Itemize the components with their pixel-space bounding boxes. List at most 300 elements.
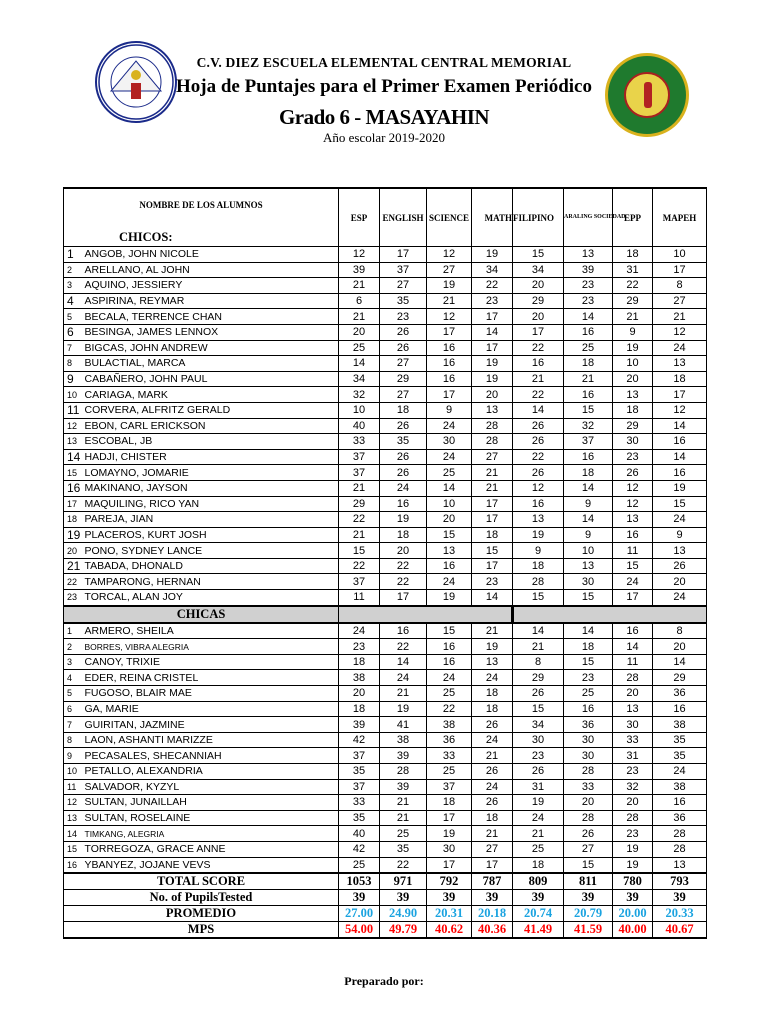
- score-mapeh: 21: [653, 309, 707, 325]
- score-math: 18: [472, 701, 513, 717]
- score-science: 17: [427, 810, 472, 826]
- score-epp: 18: [613, 402, 653, 418]
- score-filipino: 22: [513, 449, 564, 465]
- score-esp: 25: [339, 857, 380, 873]
- score-mapeh: 38: [653, 779, 707, 795]
- student-row: [64, 841, 707, 857]
- student-row: [64, 527, 707, 543]
- score-epp: 24: [613, 574, 653, 590]
- score-araling: 16: [564, 324, 613, 340]
- score-mapeh: 27: [653, 293, 707, 309]
- student-row: [64, 247, 707, 263]
- score-science: 17: [427, 387, 472, 403]
- score-epp: 28: [613, 810, 653, 826]
- score-esp: 20: [339, 686, 380, 702]
- score-english: 27: [380, 356, 427, 372]
- score-science: 20: [427, 512, 472, 528]
- score-science: 24: [427, 418, 472, 434]
- summary-tested-english: 39: [380, 890, 427, 906]
- student-name: SALVADOR, KYZYL: [84, 779, 339, 795]
- score-esp: 21: [339, 309, 380, 325]
- score-math: 19: [472, 356, 513, 372]
- summary-mps-english: 49.79: [380, 922, 427, 939]
- score-math: 14: [472, 324, 513, 340]
- student-name: LOMAYNO, JOMARIE: [84, 465, 339, 481]
- student-row: [64, 857, 707, 873]
- names-column-label: NOMBRE DE LOS ALUMNOS: [139, 200, 263, 210]
- score-esp: 40: [339, 418, 380, 434]
- student-row: [64, 639, 707, 655]
- score-esp: 21: [339, 480, 380, 496]
- student-row: [64, 748, 707, 764]
- student-number: 4: [64, 293, 84, 309]
- score-science: 17: [427, 324, 472, 340]
- score-epp: 12: [613, 480, 653, 496]
- score-araling: 10: [564, 543, 613, 559]
- score-mapeh: 16: [653, 795, 707, 811]
- score-araling: 28: [564, 810, 613, 826]
- score-araling: 33: [564, 779, 613, 795]
- summary-row-prom: [64, 906, 707, 922]
- summary-total-mapeh: 793: [653, 873, 707, 890]
- score-filipino: 30: [513, 732, 564, 748]
- score-science: 16: [427, 654, 472, 670]
- subject-header-araling: [564, 188, 626, 247]
- score-english: 26: [380, 418, 427, 434]
- score-english: 27: [380, 387, 427, 403]
- summary-mps-epp: 40.00: [613, 922, 653, 939]
- student-name: CARIAGA, MARK: [84, 387, 339, 403]
- student-row: [64, 340, 707, 356]
- student-row: [64, 558, 707, 574]
- score-filipino: 19: [513, 527, 564, 543]
- score-science: 19: [427, 826, 472, 842]
- score-mapeh: 24: [653, 764, 707, 780]
- student-number: 11: [64, 779, 84, 795]
- score-esp: 40: [339, 826, 380, 842]
- score-science: 14: [427, 480, 472, 496]
- score-epp: 17: [613, 590, 653, 606]
- score-math: 15: [472, 543, 513, 559]
- student-row: [64, 764, 707, 780]
- score-esp: 34: [339, 371, 380, 387]
- score-science: 19: [427, 278, 472, 294]
- score-araling: 25: [564, 686, 613, 702]
- section-blank: [513, 606, 707, 623]
- score-epp: 32: [613, 779, 653, 795]
- score-english: 35: [380, 293, 427, 309]
- student-name: BECALA, TERRENCE CHAN: [84, 309, 339, 325]
- score-filipino: 26: [513, 686, 564, 702]
- score-esp: 35: [339, 810, 380, 826]
- score-science: 25: [427, 764, 472, 780]
- score-english: 38: [380, 732, 427, 748]
- score-math: 17: [472, 496, 513, 512]
- score-mapeh: 16: [653, 434, 707, 450]
- score-math: 17: [472, 558, 513, 574]
- student-name: BORRES, VIBRA ALEGRIA: [84, 639, 339, 655]
- score-araling: 15: [564, 654, 613, 670]
- score-epp: 20: [613, 795, 653, 811]
- subject-header-science: SCIENCE: [427, 188, 472, 247]
- score-mapeh: 35: [653, 732, 707, 748]
- score-epp: 22: [613, 278, 653, 294]
- score-epp: 31: [613, 748, 653, 764]
- score-filipino: 29: [513, 293, 564, 309]
- student-name: CORVERA, ALFRITZ GERALD: [84, 402, 339, 418]
- score-mapeh: 14: [653, 418, 707, 434]
- student-row: [64, 496, 707, 512]
- score-epp: 23: [613, 449, 653, 465]
- score-filipino: 19: [513, 795, 564, 811]
- score-english: 16: [380, 623, 427, 639]
- score-science: 15: [427, 527, 472, 543]
- score-english: 22: [380, 639, 427, 655]
- score-english: 21: [380, 795, 427, 811]
- student-number: 13: [64, 434, 84, 450]
- summary-mps-esp: 54.00: [339, 922, 380, 939]
- score-mapeh: 8: [653, 623, 707, 639]
- score-math: 21: [472, 623, 513, 639]
- student-row: [64, 810, 707, 826]
- subject-header-mapeh: MAPEH: [653, 188, 707, 247]
- score-english: 29: [380, 371, 427, 387]
- summary-total-math: 787: [472, 873, 513, 890]
- score-epp: 20: [613, 686, 653, 702]
- score-araling: 39: [564, 262, 613, 278]
- summary-total-english: 971: [380, 873, 427, 890]
- score-science: 13: [427, 543, 472, 559]
- score-mapeh: 13: [653, 356, 707, 372]
- student-number: 8: [64, 356, 84, 372]
- score-esp: 37: [339, 449, 380, 465]
- score-math: 21: [472, 826, 513, 842]
- score-epp: 13: [613, 387, 653, 403]
- score-epp: 20: [613, 371, 653, 387]
- student-number: 4: [64, 670, 84, 686]
- score-english: 35: [380, 434, 427, 450]
- score-epp: 10: [613, 356, 653, 372]
- student-number: 7: [64, 340, 84, 356]
- score-math: 26: [472, 795, 513, 811]
- score-araling: 15: [564, 590, 613, 606]
- score-araling: 30: [564, 748, 613, 764]
- score-mapeh: 20: [653, 574, 707, 590]
- score-esp: 32: [339, 387, 380, 403]
- student-number: 12: [64, 795, 84, 811]
- score-esp: 33: [339, 434, 380, 450]
- score-araling: 15: [564, 857, 613, 873]
- student-row: [64, 309, 707, 325]
- summary-tested-filipino: 39: [513, 890, 564, 906]
- score-epp: 19: [613, 340, 653, 356]
- score-math: 28: [472, 418, 513, 434]
- score-epp: 29: [613, 418, 653, 434]
- summary-total-esp: 1053: [339, 873, 380, 890]
- score-esp: 38: [339, 670, 380, 686]
- summary-mps-filipino: 41.49: [513, 922, 564, 939]
- score-araling: 14: [564, 480, 613, 496]
- section-blank: [339, 606, 513, 623]
- student-number: 1: [64, 247, 84, 263]
- score-mapeh: 8: [653, 278, 707, 294]
- score-science: 25: [427, 686, 472, 702]
- student-number: 19: [64, 527, 84, 543]
- student-row: [64, 324, 707, 340]
- score-esp: 14: [339, 356, 380, 372]
- student-row: [64, 356, 707, 372]
- score-english: 26: [380, 449, 427, 465]
- student-name: TORREGOZA, GRACE ANNE: [84, 841, 339, 857]
- score-araling: 15: [564, 402, 613, 418]
- header-row: [64, 188, 707, 247]
- score-araling: 14: [564, 512, 613, 528]
- score-math: 24: [472, 732, 513, 748]
- score-mapeh: 24: [653, 590, 707, 606]
- score-epp: 30: [613, 717, 653, 733]
- score-araling: 30: [564, 732, 613, 748]
- student-row: [64, 574, 707, 590]
- score-filipino: 8: [513, 654, 564, 670]
- score-science: 19: [427, 590, 472, 606]
- score-araling: 21: [564, 371, 613, 387]
- score-araling: 36: [564, 717, 613, 733]
- student-name: TORCAL, ALAN JOY: [84, 590, 339, 606]
- score-epp: 12: [613, 496, 653, 512]
- score-english: 17: [380, 590, 427, 606]
- student-row: [64, 465, 707, 481]
- score-math: 23: [472, 293, 513, 309]
- score-science: 12: [427, 309, 472, 325]
- score-english: 41: [380, 717, 427, 733]
- score-araling: 23: [564, 293, 613, 309]
- score-epp: 16: [613, 623, 653, 639]
- student-number: 23: [64, 590, 84, 606]
- student-row: [64, 795, 707, 811]
- girls-section-row: [64, 606, 707, 623]
- student-name: EBON, CARL ERICKSON: [84, 418, 339, 434]
- score-mapeh: 10: [653, 247, 707, 263]
- score-math: 34: [472, 262, 513, 278]
- score-filipino: 21: [513, 639, 564, 655]
- student-number: 1: [64, 623, 84, 639]
- score-esp: 35: [339, 764, 380, 780]
- score-filipino: 21: [513, 826, 564, 842]
- score-mapeh: 17: [653, 387, 707, 403]
- score-filipino: 15: [513, 590, 564, 606]
- student-number: 21: [64, 558, 84, 574]
- score-science: 16: [427, 356, 472, 372]
- score-english: 26: [380, 340, 427, 356]
- score-science: 16: [427, 558, 472, 574]
- score-english: 27: [380, 278, 427, 294]
- student-row: [64, 387, 707, 403]
- student-number: 7: [64, 717, 84, 733]
- score-math: 21: [472, 465, 513, 481]
- girls-section-label: CHICAS: [64, 606, 339, 623]
- score-english: 18: [380, 527, 427, 543]
- student-row: [64, 402, 707, 418]
- score-mapeh: 24: [653, 340, 707, 356]
- score-araling: 18: [564, 639, 613, 655]
- score-araling: 9: [564, 496, 613, 512]
- score-esp: 12: [339, 247, 380, 263]
- score-science: 24: [427, 670, 472, 686]
- student-name: YBANYEZ, JOJANE VEVS: [84, 857, 339, 873]
- score-araling: 27: [564, 841, 613, 857]
- score-mapeh: 29: [653, 670, 707, 686]
- summary-total-science: 792: [427, 873, 472, 890]
- score-esp: 37: [339, 465, 380, 481]
- summary-row-total: [64, 873, 707, 890]
- score-filipino: 13: [513, 512, 564, 528]
- score-science: 33: [427, 748, 472, 764]
- student-name: PAREJA, JIAN: [84, 512, 339, 528]
- score-science: 16: [427, 371, 472, 387]
- score-araling: 32: [564, 418, 613, 434]
- score-mapeh: 14: [653, 449, 707, 465]
- summary-mps-mapeh: 40.67: [653, 922, 707, 939]
- grade-section: Grado 6 - MASAYAHIN: [278, 105, 490, 129]
- score-mapeh: 20: [653, 639, 707, 655]
- score-english: 23: [380, 309, 427, 325]
- score-math: 13: [472, 654, 513, 670]
- summary-row-tested: [64, 890, 707, 906]
- score-science: 37: [427, 779, 472, 795]
- student-name: GA, MARIE: [84, 701, 339, 717]
- summary-prom-mapeh: 20.33: [653, 906, 707, 922]
- score-science: 24: [427, 449, 472, 465]
- summary-tested-math: 39: [472, 890, 513, 906]
- student-row: [64, 293, 707, 309]
- summary-mps-math: 40.36: [472, 922, 513, 939]
- student-name: ARELLANO, AL JOHN: [84, 262, 339, 278]
- score-esp: 15: [339, 543, 380, 559]
- student-row: [64, 654, 707, 670]
- score-epp: 15: [613, 558, 653, 574]
- score-math: 24: [472, 670, 513, 686]
- score-english: 22: [380, 574, 427, 590]
- summary-row-mps: [64, 922, 707, 939]
- summary-total-epp: 780: [613, 873, 653, 890]
- score-english: 20: [380, 543, 427, 559]
- score-filipino: 26: [513, 764, 564, 780]
- score-filipino: 26: [513, 465, 564, 481]
- score-filipino: 16: [513, 496, 564, 512]
- score-math: 27: [472, 841, 513, 857]
- score-mapeh: 28: [653, 826, 707, 842]
- score-math: 23: [472, 574, 513, 590]
- student-number: 10: [64, 764, 84, 780]
- score-araling: 26: [564, 826, 613, 842]
- summary-tested-esp: 39: [339, 890, 380, 906]
- student-row: [64, 826, 707, 842]
- score-filipino: 34: [513, 717, 564, 733]
- score-esp: 37: [339, 779, 380, 795]
- score-araling: 14: [564, 309, 613, 325]
- score-esp: 37: [339, 748, 380, 764]
- student-number: 6: [64, 324, 84, 340]
- score-science: 12: [427, 247, 472, 263]
- score-filipino: 15: [513, 701, 564, 717]
- score-araling: 28: [564, 764, 613, 780]
- subject-header-math: MATH: [472, 188, 513, 247]
- score-mapeh: 16: [653, 465, 707, 481]
- score-epp: 26: [613, 465, 653, 481]
- prepared-by-label: Preparado por:: [344, 974, 424, 988]
- score-epp: 23: [613, 826, 653, 842]
- score-araling: 13: [564, 558, 613, 574]
- score-mapeh: 36: [653, 810, 707, 826]
- student-name: MAKINANO, JAYSON: [84, 480, 339, 496]
- student-number: 14: [64, 826, 84, 842]
- school-year: Año escolar 2019-2020: [322, 130, 446, 145]
- summary-label-prom: PROMEDIO: [64, 906, 339, 922]
- score-english: 21: [380, 810, 427, 826]
- score-english: 39: [380, 779, 427, 795]
- score-esp: 10: [339, 402, 380, 418]
- score-epp: 33: [613, 732, 653, 748]
- score-filipino: 24: [513, 810, 564, 826]
- student-name: TAMPARONG, HERNAN: [84, 574, 339, 590]
- score-science: 30: [427, 841, 472, 857]
- score-esp: 42: [339, 841, 380, 857]
- score-filipino: 22: [513, 387, 564, 403]
- score-science: 22: [427, 701, 472, 717]
- score-epp: 28: [613, 670, 653, 686]
- score-filipino: 14: [513, 402, 564, 418]
- score-mapeh: 24: [653, 512, 707, 528]
- score-araling: 37: [564, 434, 613, 450]
- score-english: 18: [380, 402, 427, 418]
- student-number: 2: [64, 262, 84, 278]
- student-number: 5: [64, 309, 84, 325]
- score-esp: 20: [339, 324, 380, 340]
- subject-header-epp: EPP: [613, 188, 653, 247]
- subject-header-english: ENGLISH: [380, 188, 427, 247]
- score-esp: 23: [339, 639, 380, 655]
- score-english: 19: [380, 701, 427, 717]
- score-english: 19: [380, 512, 427, 528]
- score-mapeh: 28: [653, 841, 707, 857]
- score-mapeh: 35: [653, 748, 707, 764]
- student-row: [64, 670, 707, 686]
- score-filipino: 18: [513, 857, 564, 873]
- score-math: 19: [472, 639, 513, 655]
- student-name: ARMERO, SHEILA: [84, 623, 339, 639]
- student-number: 22: [64, 574, 84, 590]
- student-name: MAQUILING, RICO YAN: [84, 496, 339, 512]
- summary-mps-araling: 41.59: [564, 922, 613, 939]
- score-math: 19: [472, 247, 513, 263]
- score-epp: 29: [613, 293, 653, 309]
- score-math: 18: [472, 810, 513, 826]
- student-row: [64, 701, 707, 717]
- student-row: [64, 512, 707, 528]
- score-esp: 39: [339, 717, 380, 733]
- score-mapeh: 17: [653, 262, 707, 278]
- summary-prom-math: 20.18: [472, 906, 513, 922]
- student-number: 15: [64, 841, 84, 857]
- score-mapeh: 13: [653, 543, 707, 559]
- student-number: 16: [64, 480, 84, 496]
- score-math: 24: [472, 779, 513, 795]
- score-math: 26: [472, 764, 513, 780]
- score-filipino: 31: [513, 779, 564, 795]
- score-english: 39: [380, 748, 427, 764]
- student-name: LAON, ASHANTI MARIZZE: [84, 732, 339, 748]
- score-esp: 21: [339, 527, 380, 543]
